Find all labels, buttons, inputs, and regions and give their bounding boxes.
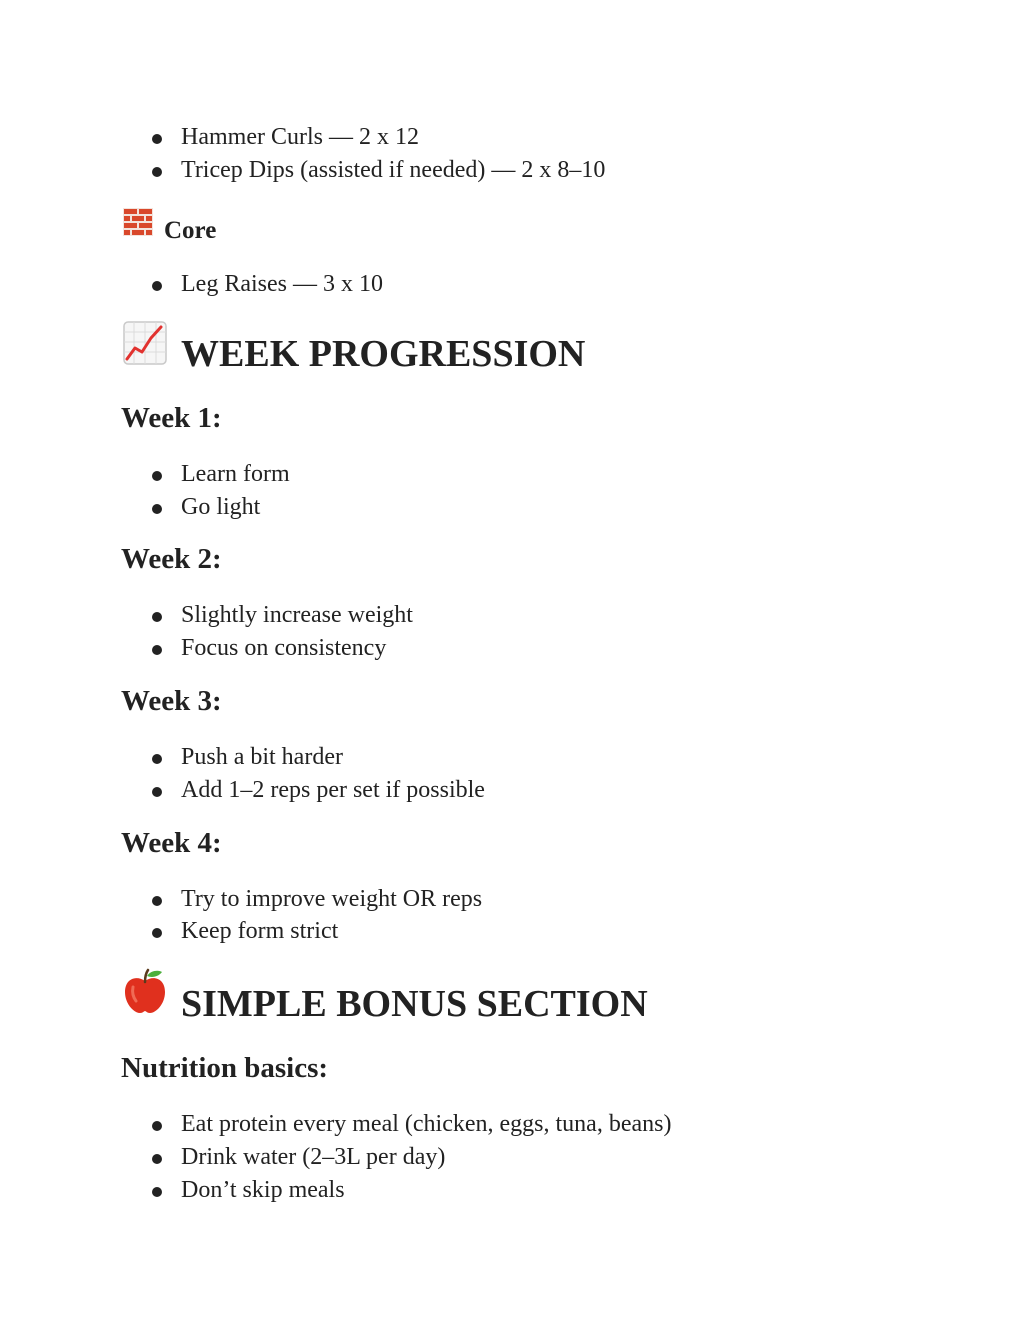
section-heading-bonus: SIMPLE BONUS SECTION [181,983,648,1025]
bullet-dot [152,1154,162,1164]
subsection-title-nutrition: Nutrition basics: [121,1052,329,1084]
list-item-text: Tricep Dips (assisted if needed) — 2 x 8–10 [181,157,606,183]
list-item-text: Go light [181,494,261,520]
red-apple-icon [123,968,167,1014]
chart-increasing-icon [123,321,167,365]
list-item-text: Slightly increase weight [181,602,413,628]
list-item-text: Keep form strict [181,918,339,944]
list-item-text: Don’t skip meals [181,1177,345,1203]
week-title: Week 2: [121,543,222,575]
list-item-text: Push a bit harder [181,744,343,770]
bullet-dot [152,281,162,291]
week-title: Week 4: [121,827,222,859]
section-heading-core: Core [164,217,217,244]
section-heading-week-progression: WEEK PROGRESSION [181,333,586,375]
list-item-text: Hammer Curls — 2 x 12 [181,124,419,150]
list-item-text: Leg Raises — 3 x 10 [181,271,383,297]
bullet-dot [152,754,162,764]
bullet-dot [152,612,162,622]
list-item-text: Add 1–2 reps per set if possible [181,777,485,803]
bullet-dot [152,504,162,514]
bullet-dot [152,645,162,655]
brick-icon [123,208,153,236]
bullet-dot [152,787,162,797]
list-item-text: Focus on consistency [181,635,387,661]
list-item-text: Try to improve weight OR reps [181,886,483,912]
bullet-dot [152,896,162,906]
list-item-text: Drink water (2–3L per day) [181,1144,446,1170]
list-item-text: Learn form [181,461,290,487]
bullet-dot [152,134,162,144]
bullet-dot [152,1187,162,1197]
bullet-dot [152,167,162,177]
list-item-text: Eat protein every meal (chicken, eggs, tuna, beans) [181,1111,672,1137]
bullet-dot [152,1121,162,1131]
week-title: Week 1: [121,402,222,434]
week-title: Week 3: [121,685,222,717]
bullet-dot [152,471,162,481]
bullet-dot [152,928,162,938]
